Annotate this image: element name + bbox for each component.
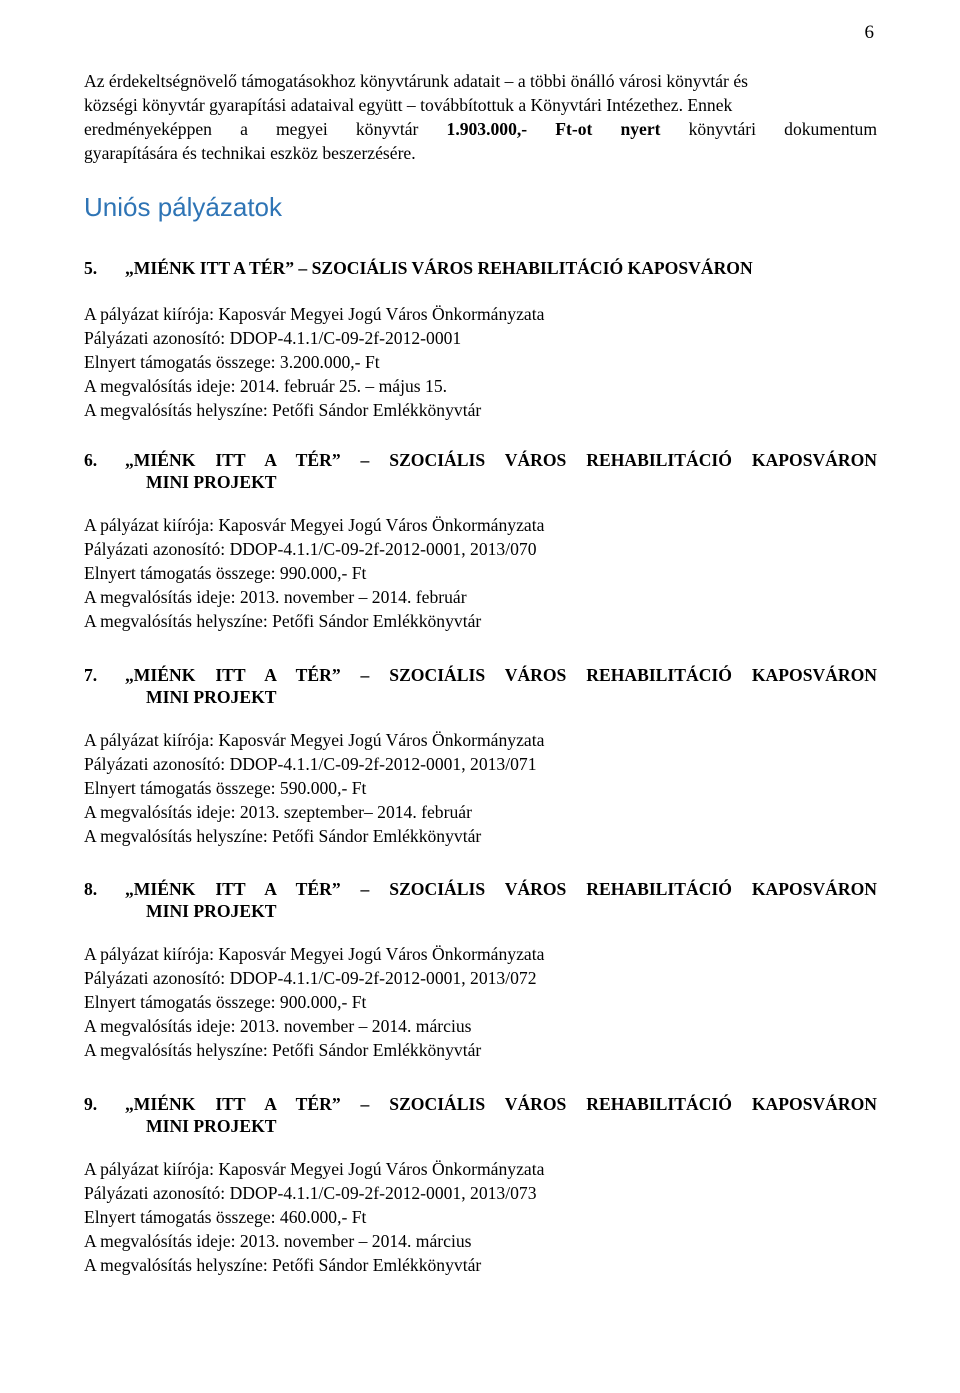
project-issuer: A pályázat kiírója: Kaposvár Megyei Jogú Város Önkormányzata [84,730,545,750]
project-number: 8. [84,879,98,899]
project-venue: A megvalósítás helyszíne: Petőfi Sándor Emlékkönyvtár [84,1255,482,1275]
project-amount: Elnyert támogatás összege: 590.000,- Ft [84,778,367,798]
project-entry [84,449,877,633]
intro-paragraph [84,69,877,165]
project-id: Pályázati azonosító: DDOP-4.1.1/C-09-2f-2012-0001, 2013/071 [84,754,537,774]
project-issuer: A pályázat kiírója: Kaposvár Megyei Jogú Város Önkormányzata [84,1159,545,1179]
project-id: Pályázati azonosító: DDOP-4.1.1/C-09-2f-2012-0001, 2013/070 [84,539,537,559]
project-title [84,664,877,686]
section-title: Uniós pályázatok [84,192,282,222]
page-number: 6 [864,22,874,43]
project-title-text: „MIÉNK ITT A TÉR” – SZOCIÁLIS VÁROS REHABILITÁCIÓ KAPOSVÁRON [125,665,877,685]
project-amount: Elnyert támogatás összege: 3.200.000,- Ft [84,352,380,372]
project-number: 7. [84,665,98,685]
project-title-text: „MIÉNK ITT A TÉR” – SZOCIÁLIS VÁROS REHABILITÁCIÓ KAPOSVÁRON [125,879,877,899]
project-number: 9. [84,1094,98,1114]
project-subtitle: MINI PROJEKT [146,472,277,492]
project-entry [84,878,877,1062]
project-issuer: A pályázat kiírója: Kaposvár Megyei Jogú Város Önkormányzata [84,944,545,964]
project-title-text: „MIÉNK ITT A TÉR” – SZOCIÁLIS VÁROS REHABILITÁCIÓ KAPOSVÁRON [125,450,877,470]
project-details [84,1157,877,1277]
funding-amount: 1.903.000,- Ft-ot nyert [446,119,661,139]
intro-line: gyarapítására és technikai eszköz beszerzésére. [84,143,416,163]
project-details [84,513,877,633]
project-venue: A megvalósítás helyszíne: Petőfi Sándor Emlékkönyvtár [84,611,482,631]
project-period: A megvalósítás ideje: 2013. november – 2014. március [84,1231,472,1251]
project-entry [84,1093,877,1277]
project-title [84,449,877,471]
intro-line: községi könyvtár gyarapítási adataival együtt – továbbítottuk a Könyvtári Intézethez. Ennek [84,95,733,115]
project-amount: Elnyert támogatás összege: 460.000,- Ft [84,1207,367,1227]
project-title [84,257,877,279]
project-entry [84,664,877,848]
project-subtitle: MINI PROJEKT [146,901,277,921]
project-id: Pályázati azonosító: DDOP-4.1.1/C-09-2f-2012-0001 [84,328,462,348]
project-period: A megvalósítás ideje: 2013. november – 2014. március [84,1016,472,1036]
project-amount: Elnyert támogatás összege: 900.000,- Ft [84,992,367,1012]
project-venue: A megvalósítás helyszíne: Petőfi Sándor Emlékkönyvtár [84,826,482,846]
project-details [84,728,877,848]
intro-line: Az érdekeltségnövelő támogatásokhoz könyvtárunk adatait – a többi önálló városi könyvtár és [84,71,748,91]
project-number: 5. [84,258,98,278]
project-title [84,878,877,900]
project-subtitle: MINI PROJEKT [146,1116,277,1136]
project-subtitle: MINI PROJEKT [146,687,277,707]
project-title-text: „MIÉNK ITT A TÉR” – SZOCIÁLIS VÁROS REHABILITÁCIÓ KAPOSVÁRON [125,1094,877,1114]
project-venue: A megvalósítás helyszíne: Petőfi Sándor Emlékkönyvtár [84,1040,482,1060]
project-details [84,302,877,422]
project-period: A megvalósítás ideje: 2013. november – 2014. február [84,587,467,607]
project-details [84,942,877,1062]
project-issuer: A pályázat kiírója: Kaposvár Megyei Jogú Város Önkormányzata [84,515,545,535]
project-id: Pályázati azonosító: DDOP-4.1.1/C-09-2f-2012-0001, 2013/072 [84,968,537,988]
project-amount: Elnyert támogatás összege: 990.000,- Ft [84,563,367,583]
intro-line: eredményeképpen a megyei könyvtár 1.903.000,- Ft-ot nyert könyvtári dokumentum [84,119,878,139]
project-title [84,1093,877,1115]
project-id: Pályázati azonosító: DDOP-4.1.1/C-09-2f-2012-0001, 2013/073 [84,1183,537,1203]
project-venue: A megvalósítás helyszíne: Petőfi Sándor Emlékkönyvtár [84,400,482,420]
project-title-text: „MIÉNK ITT A TÉR” – SZOCIÁLIS VÁROS REHABILITÁCIÓ KAPOSVÁRON [125,258,753,278]
project-period: A megvalósítás ideje: 2013. szeptember– 2014. február [84,802,472,822]
project-period: A megvalósítás ideje: 2014. február 25. – május 15. [84,376,448,396]
project-issuer: A pályázat kiírója: Kaposvár Megyei Jogú Város Önkormányzata [84,304,545,324]
project-number: 6. [84,450,98,470]
project-entry [84,257,877,422]
